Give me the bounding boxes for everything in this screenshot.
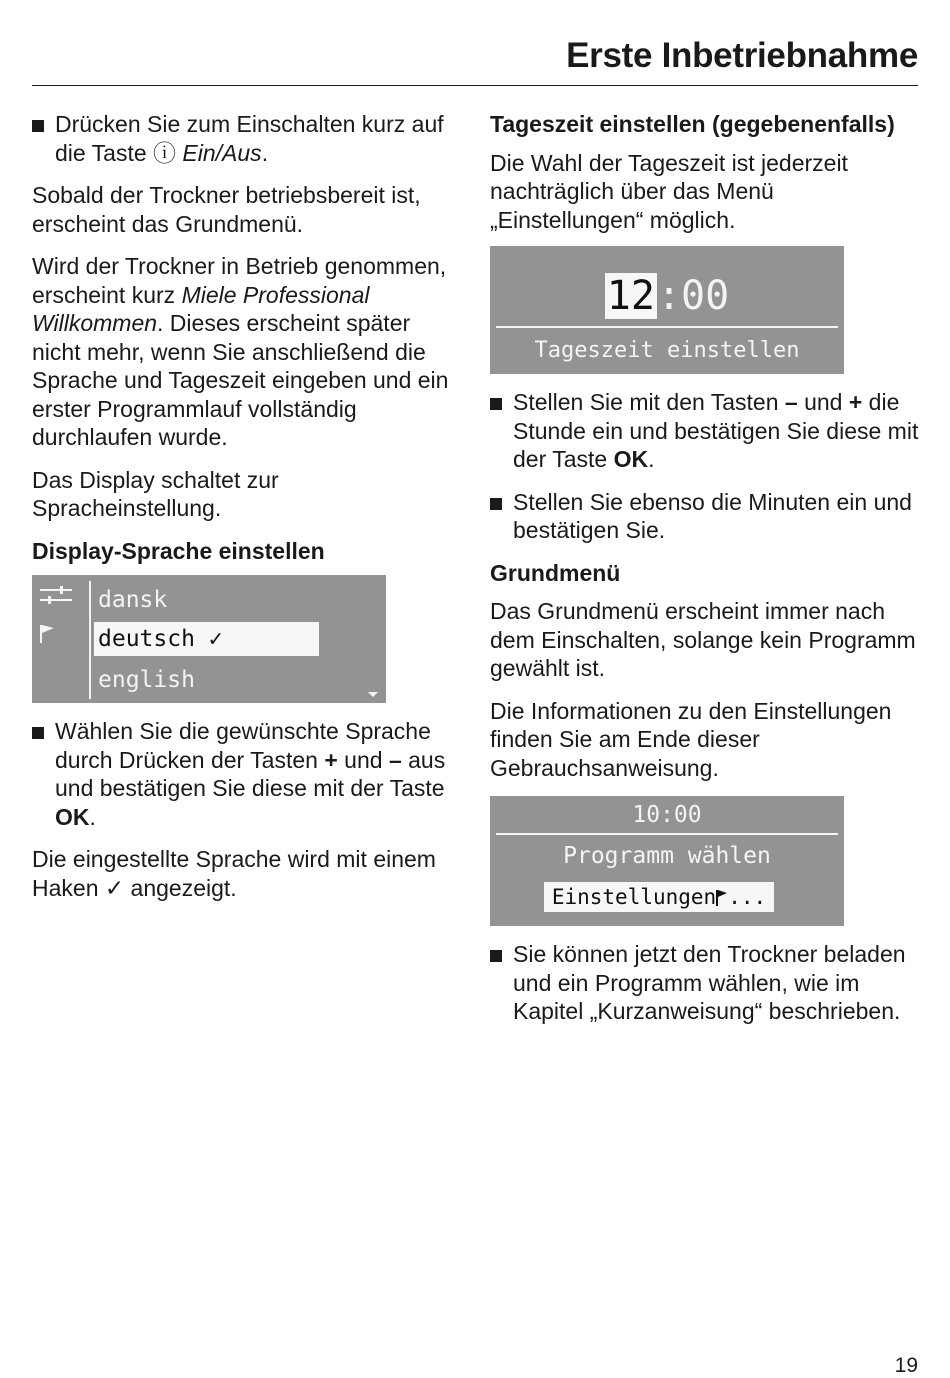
key-name: Ein/Aus: [182, 139, 262, 166]
text: Wird der Trockner in Betrieb genommen, erscheint kurz: [32, 253, 447, 308]
display-rule: [496, 326, 838, 328]
paragraph-main-menu: Das Grundmenü erscheint immer nach dem Einschalten, solange kein Programm gewählt ist.: [490, 598, 916, 681]
ellipsis: ...: [728, 885, 767, 909]
time-caption: Tageszeit einstellen: [534, 338, 800, 363]
checkmark-icon: ✓: [104, 874, 125, 901]
language-option-dansk: dansk: [98, 587, 168, 613]
text: Wählen Sie die gewünschte Sprache durch Drücken der Tasten: [55, 718, 431, 773]
text: angezeigt.: [124, 874, 237, 901]
time-display: [490, 246, 844, 374]
text: . Dieses erscheint später nicht mehr, wenn Sie anschließend die Sprache und Tageszeit eingeben und ein erster Programmlauf vollständig durchlaufen wurde.: [32, 310, 449, 450]
text: Drücken Sie zum Einschalten kurz auf die Taste: [55, 111, 444, 166]
language-option-deutsch-selected: deutsch ✓: [94, 622, 319, 656]
page-title: Erste Inbetriebnahme: [566, 36, 918, 75]
flag-icon: [40, 625, 56, 643]
main-menu-display: [490, 796, 844, 926]
sliders-icon: [40, 585, 72, 605]
right-column: [490, 110, 922, 1040]
time-value: [490, 272, 844, 320]
paragraph-time-later: Die Wahl der Tageszeit ist jederzeit nachträglich über das Menü „Einstellungen“ möglich.: [490, 149, 848, 233]
text: aus und bestätigen Sie diese mit der Taste: [55, 746, 446, 801]
plus-key: +: [848, 389, 863, 415]
instruction-load-dryer: Sie können jetzt den Trockner beladen und ein Programm wählen, wie im Kapitel „Kurzanweisung“ beschrieben.: [490, 940, 922, 1026]
paragraph-ready: Sobald der Trockner betriebsbereit ist, erscheint das Grundmenü.: [32, 182, 421, 237]
ok-key: OK: [55, 803, 90, 830]
heading-main-menu: Grundmenü: [490, 559, 621, 586]
instruction-set-hour: [490, 388, 922, 474]
text: und: [337, 746, 389, 773]
text: .: [261, 139, 269, 166]
ok-key: OK: [613, 446, 649, 472]
heading-display-language: Display-Sprache einstellen: [32, 537, 325, 564]
settings-label: Einstellungen: [551, 885, 717, 909]
display-rule: [496, 833, 838, 835]
paragraph-welcome: [32, 252, 464, 452]
display-divider: [89, 581, 91, 699]
text: und: [797, 389, 849, 415]
left-column: [32, 110, 464, 916]
time-minutes: :00: [656, 273, 730, 319]
scroll-down-icon: [368, 692, 378, 697]
language-display: [32, 575, 386, 703]
paragraph-language-switch: Das Display schaltet zur Spracheinstellung.: [32, 466, 279, 521]
instruction-select-language: [32, 717, 464, 831]
language-option-english: english: [98, 667, 195, 693]
minus-key: –: [388, 746, 402, 773]
menu-program-choice: Programm wählen: [563, 843, 771, 869]
instruction-set-minutes: Stellen Sie ebenso die Minuten ein und bestätigen Sie.: [490, 488, 922, 545]
header-rule: [32, 85, 918, 86]
flag-icon: [716, 890, 728, 906]
paragraph-checkmark: [32, 845, 464, 902]
text: Stellen Sie mit den Tasten: [513, 389, 785, 415]
minus-key: –: [784, 389, 798, 415]
page-number: 19: [894, 1354, 918, 1377]
paragraph-settings-info: Die Informationen zu den Einstellungen finden Sie am Ende dieser Gebrauchsanweisung.: [490, 697, 892, 781]
menu-settings-selected: [544, 882, 774, 912]
text: .: [89, 803, 96, 830]
power-icon: ⓘ: [153, 139, 177, 166]
menu-clock: 10:00: [632, 802, 702, 828]
text: Die eingestellte Sprache wird mit einem Haken: [32, 846, 436, 901]
text: .: [648, 446, 655, 472]
heading-time-of-day: Tageszeit einstellen (gegebenenfalls): [490, 111, 895, 137]
welcome-text: Miele Professional Willkommen: [32, 281, 370, 336]
instruction-switch-on: [32, 110, 464, 167]
time-hour: 12: [606, 273, 655, 319]
plus-key: +: [324, 746, 338, 773]
text: die Stunde ein und bestätigen Sie diese mit der Taste: [513, 389, 919, 472]
